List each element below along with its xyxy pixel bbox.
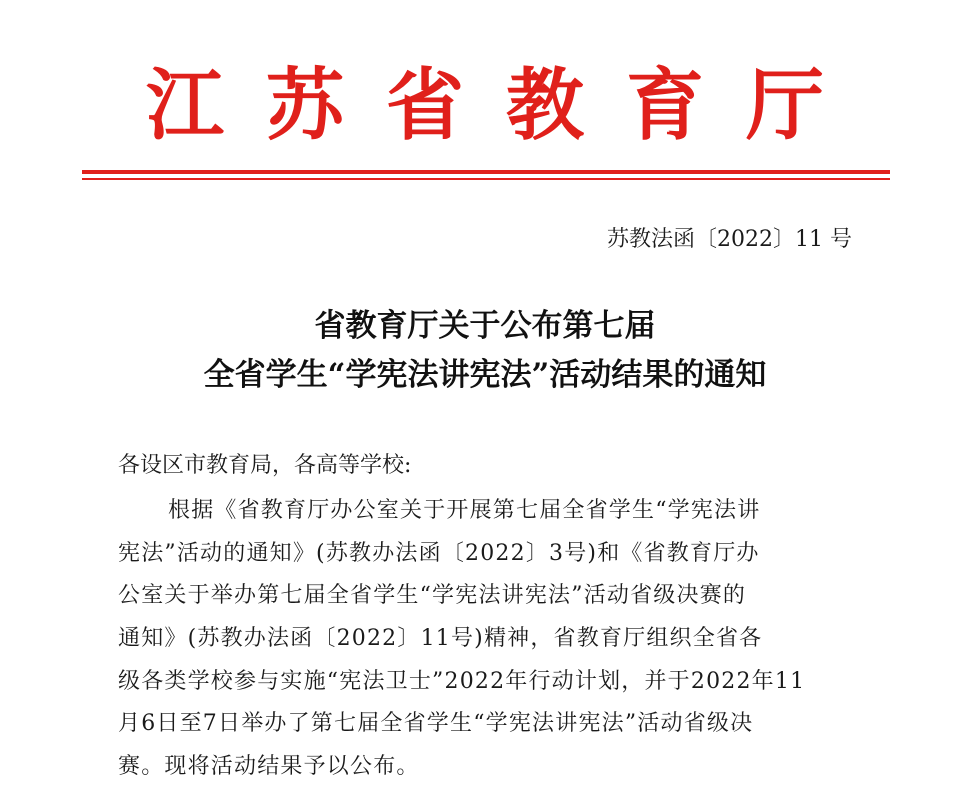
letterhead-org-name: 江苏省教育厅 xyxy=(145,60,866,151)
body-line: 宪法”活动的通知》(苏教办法函〔2022〕3号)和《省教育厅办 xyxy=(118,540,760,566)
body-line: 赛。现将活动结果予以公布。 xyxy=(118,754,420,780)
letterhead-rule-thick xyxy=(82,170,890,174)
body-line: 公室关于举办第七届全省学生“学宪法讲宪法”活动省级决赛的 xyxy=(118,583,747,609)
body-paragraph xyxy=(118,490,856,789)
body-line: 级各类学校参与实施“宪法卫士”2022年行动计划，并于2022年11 xyxy=(118,668,806,694)
body-line: 根据《省教育厅办公室关于开展第七届全省学生“学宪法讲 xyxy=(168,498,761,523)
body-line: 月6日至7日举办了第七届全省学生“学宪法讲宪法”活动省级决 xyxy=(118,711,754,737)
document-title xyxy=(80,302,890,400)
document-title-line-1: 省教育厅关于公布第七届 xyxy=(314,308,656,344)
body-line: 通知》(苏教办法函〔2022〕11号)精神，省教育厅组织全省各 xyxy=(118,626,763,652)
salutation: 各设区市教育局，各高等学校: xyxy=(118,453,412,478)
document-number: 苏教法函〔2022〕11 号 xyxy=(607,227,852,252)
document-title-line-2: 全省学生“学宪法讲宪法”活动结果的通知 xyxy=(203,357,767,393)
letterhead-rule-thin xyxy=(82,178,890,180)
